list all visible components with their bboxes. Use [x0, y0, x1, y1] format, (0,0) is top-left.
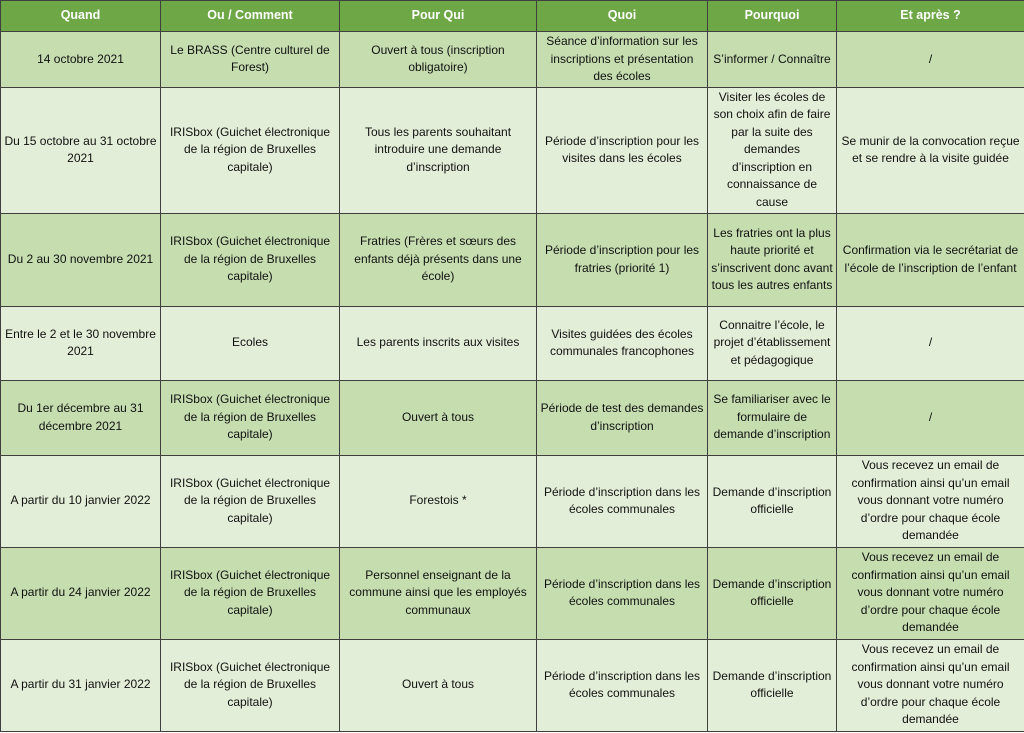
header-quoi: Quoi: [537, 1, 708, 32]
cell-et-apres: Vous recevez un email de confirmation ainsi qu’un email vous donnant votre numéro d’ordre pour chaque école demandée: [837, 455, 1024, 547]
header-pour-qui: Pour Qui: [340, 1, 537, 32]
cell-quoi: Période d’inscription pour les visites dans les écoles: [537, 87, 708, 213]
header-row: [1, 1, 1024, 32]
cell-et-apres: Confirmation via le secrétariat de l’école de l’inscription de l’enfant: [837, 213, 1024, 306]
cell-pourquoi: Demande d’inscription officielle: [708, 547, 837, 639]
table-row: [1, 32, 1024, 88]
cell-quand: 14 octobre 2021: [1, 32, 161, 88]
cell-quand: A partir du 10 janvier 2022: [1, 455, 161, 547]
cell-et-apres: /: [837, 32, 1024, 88]
cell-pour-qui: Personnel enseignant de la commune ainsi que les employés communaux: [340, 547, 537, 639]
cell-pour-qui: Tous les parents souhaitant introduire une demande d’inscription: [340, 87, 537, 213]
header-et-apres: Et après ?: [837, 1, 1024, 32]
table-row: [1, 380, 1024, 455]
cell-quoi: Période d’inscription dans les écoles communales: [537, 639, 708, 731]
cell-et-apres: /: [837, 306, 1024, 380]
table-row: [1, 455, 1024, 547]
cell-pourquoi: Demande d’inscription officielle: [708, 639, 837, 731]
cell-et-apres: /: [837, 380, 1024, 455]
cell-pour-qui: Ouvert à tous: [340, 639, 537, 731]
cell-et-apres: Vous recevez un email de confirmation ainsi qu’un email vous donnant votre numéro d’ordre pour chaque école demandée: [837, 547, 1024, 639]
cell-pourquoi: Visiter les écoles de son choix afin de faire par la suite des demandes d’inscription en connaissance de cause: [708, 87, 837, 213]
cell-quand: A partir du 24 janvier 2022: [1, 547, 161, 639]
cell-et-apres: Se munir de la convocation reçue et se rendre à la visite guidée: [837, 87, 1024, 213]
table-body: [1, 32, 1024, 732]
cell-pourquoi: S’informer / Connaître: [708, 32, 837, 88]
cell-quoi: Période d’inscription dans les écoles communales: [537, 455, 708, 547]
header-ou-comment: Ou / Comment: [161, 1, 340, 32]
cell-ou-comment: IRISbox (Guichet électronique de la région de Bruxelles capitale): [161, 547, 340, 639]
cell-quoi: Période de test des demandes d’inscription: [537, 380, 708, 455]
cell-quand: Entre le 2 et le 30 novembre 2021: [1, 306, 161, 380]
table-row: [1, 639, 1024, 731]
cell-pourquoi: Les fratries ont la plus haute priorité et s’inscrivent donc avant tous les autres enfants: [708, 213, 837, 306]
cell-ou-comment: IRISbox (Guichet électronique de la région de Bruxelles capitale): [161, 213, 340, 306]
cell-pour-qui: Ouvert à tous: [340, 380, 537, 455]
cell-pourquoi: Demande d’inscription officielle: [708, 455, 837, 547]
table-row: [1, 87, 1024, 213]
cell-ou-comment: Le BRASS (Centre culturel de Forest): [161, 32, 340, 88]
table-row: [1, 306, 1024, 380]
table-row: [1, 213, 1024, 306]
cell-quoi: Période d’inscription pour les fratries (priorité 1): [537, 213, 708, 306]
cell-ou-comment: IRISbox (Guichet électronique de la région de Bruxelles capitale): [161, 87, 340, 213]
cell-quoi: Visites guidées des écoles communales francophones: [537, 306, 708, 380]
cell-quoi: Séance d’information sur les inscriptions et présentation des écoles: [537, 32, 708, 88]
cell-ou-comment: IRISbox (Guichet électronique de la région de Bruxelles capitale): [161, 639, 340, 731]
cell-quand: Du 15 octobre au 31 octobre 2021: [1, 87, 161, 213]
cell-quand: A partir du 31 janvier 2022: [1, 639, 161, 731]
cell-quand: Du 2 au 30 novembre 2021: [1, 213, 161, 306]
cell-ou-comment: IRISbox (Guichet électronique de la région de Bruxelles capitale): [161, 380, 340, 455]
cell-et-apres: Vous recevez un email de confirmation ainsi qu’un email vous donnant votre numéro d’ordre pour chaque école demandée: [837, 639, 1024, 731]
cell-pour-qui: Forestois *: [340, 455, 537, 547]
cell-pour-qui: Ouvert à tous (inscription obligatoire): [340, 32, 537, 88]
cell-pour-qui: Fratries (Frères et sœurs des enfants déjà présents dans une école): [340, 213, 537, 306]
cell-pour-qui: Les parents inscrits aux visites: [340, 306, 537, 380]
header-pourquoi: Pourquoi: [708, 1, 837, 32]
table-header: [1, 1, 1024, 32]
cell-ou-comment: Ecoles: [161, 306, 340, 380]
cell-pourquoi: Se familiariser avec le formulaire de demande d’inscription: [708, 380, 837, 455]
header-quand: Quand: [1, 1, 161, 32]
cell-quand: Du 1er décembre au 31 décembre 2021: [1, 380, 161, 455]
cell-quoi: Période d’inscription dans les écoles communales: [537, 547, 708, 639]
cell-ou-comment: IRISbox (Guichet électronique de la région de Bruxelles capitale): [161, 455, 340, 547]
table-row: [1, 547, 1024, 639]
cell-pourquoi: Connaitre l’école, le projet d’établissement et pédagogique: [708, 306, 837, 380]
